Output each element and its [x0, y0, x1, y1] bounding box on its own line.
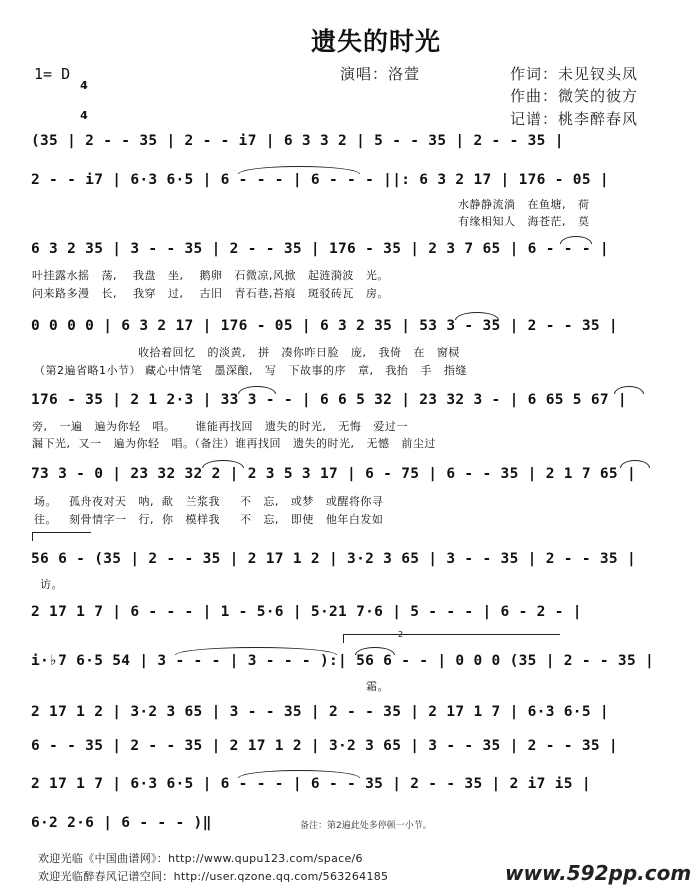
score-line-9: i·♭7 6·5 54 | 3 - - - | 3 - - - ):| 56 6 - - | 0 0 0 (35 | 2 - - 35 |: [31, 653, 655, 669]
tie-slur: [238, 770, 360, 778]
time-signature-top: 4: [80, 79, 88, 92]
tie-slur: [455, 312, 499, 320]
time-signature: [78, 61, 90, 131]
score-line-13: 6·2 2·6 | 6 - - - )‖: [31, 815, 212, 831]
tie-slur: [560, 236, 592, 244]
tie-slur: [202, 460, 244, 468]
composer-credit: 作曲：微笑的彼方: [510, 87, 639, 105]
lyrics-line-5-verse-1: 旁, 一遍 遍为你轻 唱。 谁能再找回 遗失的时光, 无悔 爱过一: [32, 420, 408, 433]
score-line-7: 56 6 - (35 | 2 - - 35 | 2 17 1 2 | 3·2 3 65 | 3 - - 35 | 2 - - 35 |: [31, 551, 636, 567]
lyrics-line-6-verse-1: 场。 孤舟夜对天 呐, 歃 兰浆我 不 忘, 或梦 或醒将你寻: [34, 495, 384, 508]
footer-link-qupu[interactable]: 欢迎光临《中国曲谱网》：http://www.qupu123.com/space/6: [38, 852, 363, 865]
tie-slur: [620, 460, 650, 468]
volta-number-2: 2: [398, 630, 404, 639]
score-line-8: 2 17 1 7 | 6 - - - | 1 - 5·6 | 5·21 7·6 | 5 - - - | 6 - 2 - |: [31, 604, 582, 620]
tie-slur: [238, 386, 276, 394]
tie-slur: [355, 647, 395, 655]
score-line-11: 6 - - 35 | 2 - - 35 | 2 17 1 2 | 3·2 3 65 | 3 - - 35 | 2 - - 35 |: [31, 738, 618, 754]
lyricist-credit: 作词：未见钗头凤: [510, 65, 639, 83]
lyrics-line-2-verse-1: 水静静流淌 在鱼塘, 荷: [458, 198, 590, 211]
score-line-5: 176 - 35 | 2 1 2·3 | 33 3 - - | 6 6 5 32 | 23 32 3 - | 6 65 5 67 |: [31, 392, 627, 408]
score-line-2: 2 - - i7 | 6·3 6·5 | 6 - - - | 6 - - - ||: 6 3 2 17 | 176 - 05 |: [31, 172, 609, 188]
score-line-3: 6 3 2 35 | 3 - - 35 | 2 - - 35 | 176 - 35 | 2 3 7 65 | 6 - - - |: [31, 241, 609, 257]
score-line-1: (35 | 2 - - 35 | 2 - - i7 | 6 3 3 2 | 5 - - 35 | 2 - - 35 |: [31, 133, 564, 149]
lyrics-line-4-verse-2: （第2遍省略1小节） 藏心中情笔 墨深酿, 写 下故事的序 章, 我抬 手 指缝: [34, 364, 467, 377]
time-signature-bottom: 4: [80, 109, 88, 122]
score-line-4: 0 0 0 0 | 6 3 2 17 | 176 - 05 | 6 3 2 35 | 53 3 - 35 | 2 - - 35 |: [31, 318, 618, 334]
singer-credit: 演唱：洛萱: [340, 65, 421, 83]
volta-bracket-2: [343, 634, 560, 643]
footer-link-qzone[interactable]: 欢迎光临醉春风记谱空间：http://user.qzone.qq.com/563264185: [38, 870, 389, 883]
volta-bracket-1: [32, 532, 91, 541]
score-line-6: 73 3 - 0 | 23 32 32 2 | 2 3 5 3 17 | 6 - 75 | 6 - - 35 | 2 1 7 65 |: [31, 466, 636, 482]
footnote: 备注：第2遍此处多停顿一小节。: [300, 821, 432, 831]
song-title: 遗失的时光: [311, 27, 442, 56]
key-signature: 1= D: [34, 65, 71, 83]
lyrics-line-7: 访。: [40, 578, 63, 591]
lyrics-line-4-verse-1: 收拾着回忆 的淡黄, 拼 凑你昨日脸 庞, 我倚 在 窗棂: [138, 346, 460, 359]
lyrics-line-5-verse-2: 漏下光, 又一 遍为你轻 唱。（备注）谁再找回 遗失的时光, 无憾 前尘过: [32, 437, 436, 450]
tie-slur: [175, 647, 337, 655]
tie-slur: [238, 166, 360, 174]
site-watermark: www.592pp.com: [505, 861, 692, 885]
lyrics-line-2-verse-2: 有缘相知人 海苍茫, 莫: [458, 215, 590, 228]
lyrics-line-9: 霜。: [366, 680, 389, 693]
score-line-12: 2 17 1 7 | 6·3 6·5 | 6 - - - | 6 - - 35 | 2 - - 35 | 2 i7 i5 |: [31, 776, 591, 792]
transcriber-credit: 记谱：桃李醉春风: [510, 110, 639, 128]
score-line-10: 2 17 1 2 | 3·2 3 65 | 3 - - 35 | 2 - - 35 | 2 17 1 7 | 6·3 6·5 |: [31, 704, 609, 720]
tie-slur: [614, 386, 644, 394]
lyrics-line-3-verse-2: 问来路多漫 长, 我穿 过, 古旧 青石巷,苔痕 斑驳砖瓦 房。: [32, 287, 389, 300]
lyrics-line-6-verse-2: 往。 刻骨情字一 行, 你 模样我 不 忘, 即使 他年白发如: [34, 513, 384, 526]
lyrics-line-3-verse-1: 叶挂露水摇 荡, 我盘 坐, 鹅卵 石微凉,风掀 起涟漪波 光。: [32, 269, 389, 282]
